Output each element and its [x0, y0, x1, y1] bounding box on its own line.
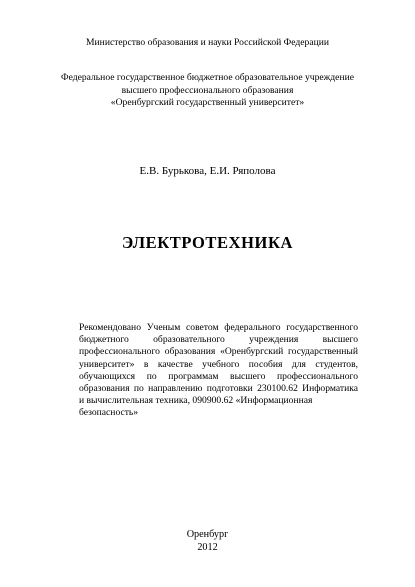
imprint-year: 2012	[197, 541, 218, 553]
recommendation-line: бюджетного образовательного учреждения высшего	[79, 334, 358, 346]
imprint-city: Оренбург	[186, 529, 229, 540]
recommendation-line: обучающихся по программам высшего профессионального	[79, 370, 358, 382]
imprint	[0, 529, 415, 554]
institution-line: Федеральное государственное бюджетное образовательное учреждение	[61, 72, 354, 83]
institution-line: высшего профессионального образования	[121, 84, 294, 96]
recommendation-line: и вычислительная техника, 090900.62 «Информационная	[79, 395, 313, 407]
recommendation-line: профессионального образования «Оренбургский государственный	[79, 346, 358, 358]
authors: Е.В. Бурькова, Е.И. Ряполова	[139, 165, 276, 177]
institution-line: «Оренбургский государственный университет»	[110, 97, 305, 108]
ministry-heading: Министерство образования и науки Российской Федерации	[86, 37, 329, 48]
recommendation-line: Рекомендовано Ученым советом федерального государственного	[79, 322, 358, 333]
recommendation-line: университет» в качестве учебного пособия для студентов,	[79, 358, 358, 370]
book-title: ЭЛЕКТРОТЕХНИКА	[121, 233, 294, 252]
recommendation-line: безопасность»	[79, 407, 139, 419]
recommendation-block	[79, 322, 358, 420]
institution-block	[0, 72, 415, 110]
recommendation-line: образования по направлению подготовки 230100.62 Информатика	[79, 383, 358, 395]
